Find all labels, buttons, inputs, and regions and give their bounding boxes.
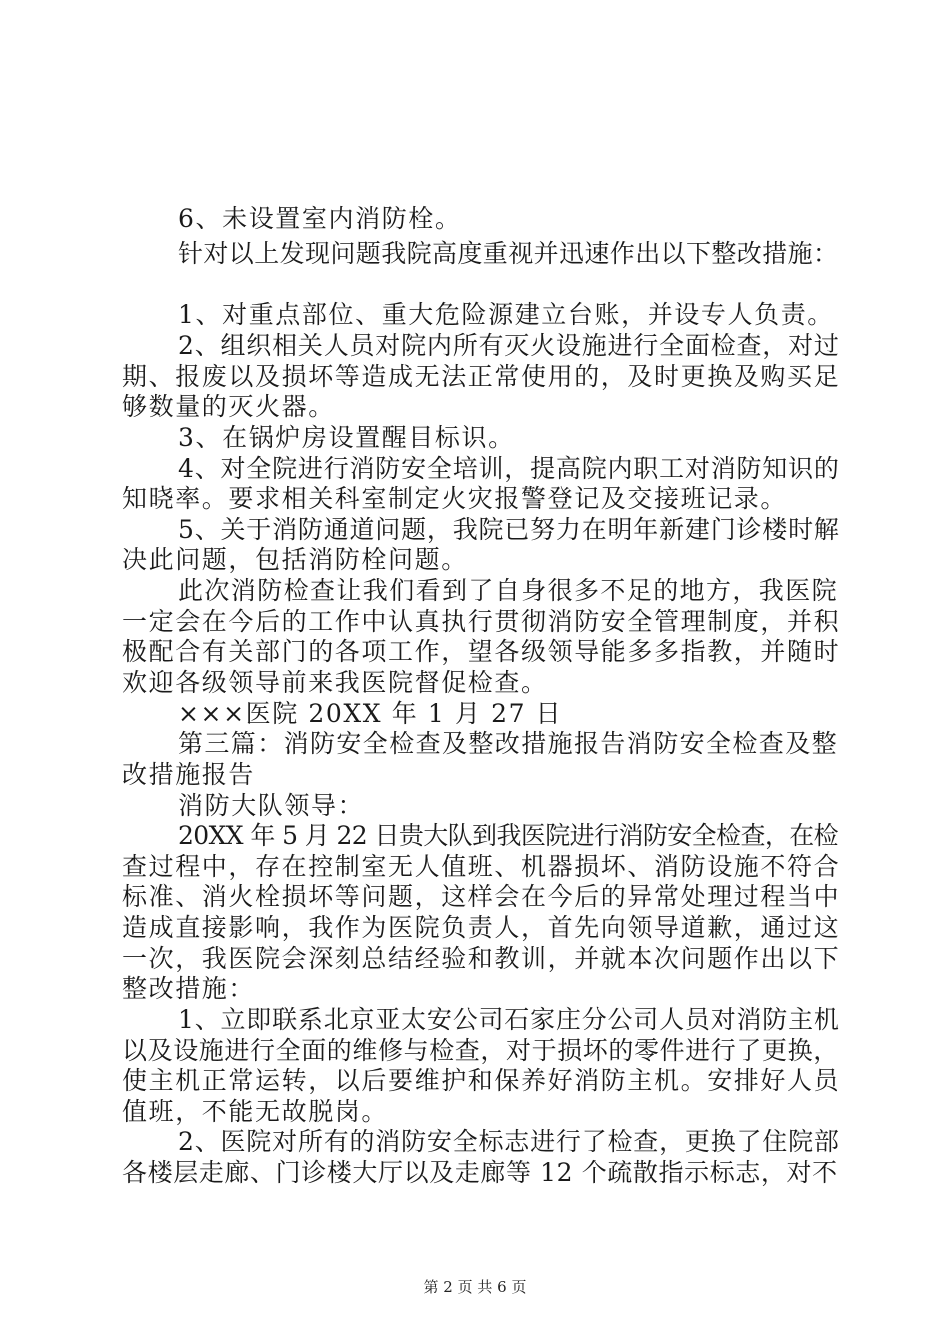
paragraph-line: 期、报废以及损坏等造成无法正常使用的，及时更换及购买足 <box>122 362 841 391</box>
paragraph-line: 查过程中，存在控制室无人值班、机器损坏、消防设施不符合 <box>122 852 841 881</box>
paragraph-line: 极配合有关部门的各项工作，望各级领导能多多指教，并随时 <box>122 637 841 666</box>
salutation: 消防大队领导： <box>178 791 365 820</box>
paragraph-line: 一定会在今后的工作中认真执行贯彻消防安全管理制度，并积 <box>122 607 841 636</box>
page-number-footer: 第 2 页 共 6 页 <box>423 1278 527 1296</box>
paragraph-line: 以及设施进行全面的维修与检查，对于损坏的零件进行了更换， <box>122 1036 839 1065</box>
paragraph-line: 一次，我医院会深刻总结经验和教训，并就本次问题作出以下 <box>122 944 841 973</box>
paragraph-line: 2、医院对所有的消防安全标志进行了检查，更换了住院部 <box>178 1127 840 1156</box>
paragraph-line: 决此问题，包括消防栓问题。 <box>122 545 468 574</box>
paragraph-line: 知晓率。要求相关科室制定火灾报警登记及交接班记录。 <box>122 484 788 513</box>
paragraph-line: 标准、消火栓损坏等问题，这样会在今后的异常处理过程当中 <box>122 882 841 911</box>
paragraph-line: 20XX 年 5 月 22 日贵大队到我医院进行消防安全检查，在检 <box>178 821 839 850</box>
paragraph-line: 1、对重点部位、重大危险源建立台账，并设专人负责。 <box>178 300 834 329</box>
paragraph-line: 欢迎各级领导前来我医院督促检查。 <box>122 668 548 697</box>
paragraph-line: 此次消防检查让我们看到了自身很多不足的地方，我医院 <box>178 576 839 605</box>
paragraph-line: 6、未设置室内消防栓。 <box>178 204 462 233</box>
paragraph-line: 整改措施： <box>122 974 256 1003</box>
paragraph-line: 各楼层走廊、门诊楼大厅以及走廊等 12 个疏散指示标志，对不 <box>122 1158 838 1187</box>
paragraph-line: 值班，不能无故脱岗。 <box>122 1097 389 1126</box>
section-heading: 改措施报告 <box>122 760 256 789</box>
paragraph-line: 1、立即联系北京亚太安公司石家庄分公司人员对消防主机 <box>178 1005 840 1034</box>
paragraph-line: 够数量的灭火器。 <box>122 392 335 421</box>
signature-date-line: ×××医院 20XX 年 1 月 27 日 <box>178 699 563 728</box>
paragraph-line: 4、对全院进行消防安全培训，提高院内职工对消防知识的 <box>178 454 840 483</box>
paragraph-line: 针对以上发现问题我院高度重视并迅速作出以下整改措施： <box>178 239 839 268</box>
paragraph-line: 使主机正常运转，以后要维护和保养好消防主机。安排好人员 <box>122 1066 841 1095</box>
paragraph-line: 5、关于消防通道问题，我院已努力在明年新建门诊楼时解 <box>178 515 840 544</box>
paragraph-line: 3、在锅炉房设置醒目标识。 <box>178 423 515 452</box>
paragraph-line: 造成直接影响，我作为医院负责人，首先向领导道歉，通过这 <box>122 913 841 942</box>
section-heading: 第三篇：消防安全检查及整改措施报告消防安全检查及整 <box>178 729 839 758</box>
paragraph-line: 2、组织相关人员对院内所有灭火设施进行全面检查，对过 <box>178 331 840 360</box>
